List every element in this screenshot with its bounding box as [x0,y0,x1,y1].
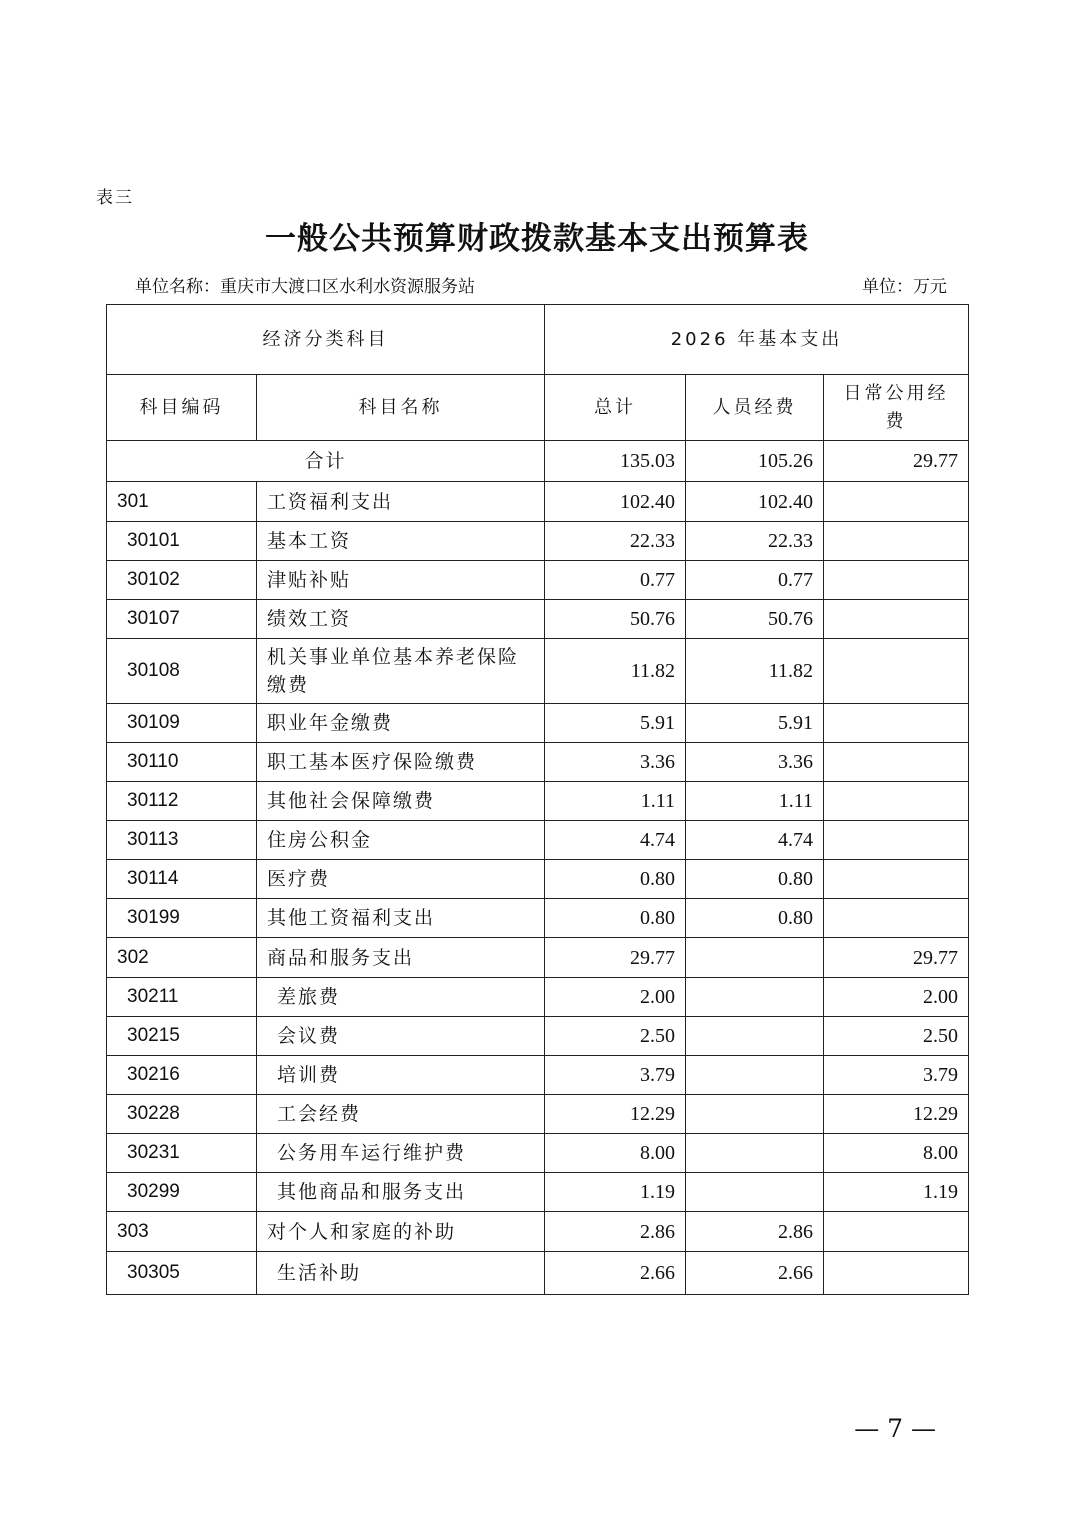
row-total: 8.00 [545,1134,686,1173]
table-row [107,1212,969,1252]
row-code: 30107 [107,600,257,639]
table-row [107,821,969,860]
row-total: 0.80 [545,899,686,938]
row-total: 29.77 [545,938,686,978]
row-name: 对个人和家庭的补助 [257,1212,545,1252]
row-public: 2.50 [824,1017,969,1056]
total-label: 合计 [107,441,545,482]
table-row [107,482,969,522]
row-total: 50.76 [545,600,686,639]
row-name: 差旅费 [257,978,545,1017]
row-name: 津贴补贴 [257,561,545,600]
row-name: 公务用车运行维护费 [257,1134,545,1173]
row-personnel: 0.80 [686,860,824,899]
row-total: 4.74 [545,821,686,860]
row-public [824,600,969,639]
row-code: 30114 [107,860,257,899]
row-code: 302 [107,938,257,978]
row-personnel: 11.82 [686,639,824,704]
row-personnel: 4.74 [686,821,824,860]
row-personnel: 2.66 [686,1252,824,1295]
row-code: 30215 [107,1017,257,1056]
total-public: 29.77 [824,441,969,482]
row-personnel [686,1173,824,1212]
currency-unit: 单位：万元 [862,277,947,297]
row-public: 1.19 [824,1173,969,1212]
row-total: 3.36 [545,743,686,782]
row-code: 30110 [107,743,257,782]
table-number-label: 表三 [96,188,134,208]
row-name: 工会经费 [257,1095,545,1134]
table-row [107,938,969,978]
total-row [107,441,969,482]
row-public: 3.79 [824,1056,969,1095]
row-name: 职工基本医疗保险缴费 [257,743,545,782]
header-econ-class: 经济分类科目 [107,305,545,375]
row-name: 会议费 [257,1017,545,1056]
table-row [107,743,969,782]
row-code: 30109 [107,704,257,743]
row-name: 培训费 [257,1056,545,1095]
row-public [824,561,969,600]
row-name: 机关事业单位基本养老保险缴费 [257,639,545,704]
header-code: 科目编码 [107,375,257,441]
row-total: 1.19 [545,1173,686,1212]
row-public [824,899,969,938]
row-personnel: 0.80 [686,899,824,938]
row-public [824,704,969,743]
row-public [824,522,969,561]
row-personnel: 102.40 [686,482,824,522]
row-public: 8.00 [824,1134,969,1173]
header-name: 科目名称 [257,375,545,441]
row-total: 102.40 [545,482,686,522]
row-name: 生活补助 [257,1252,545,1295]
page-number: — 7 — [854,1414,936,1443]
table-row [107,639,969,704]
row-total: 2.50 [545,1017,686,1056]
row-total: 12.29 [545,1095,686,1134]
table-row [107,1017,969,1056]
row-code: 30199 [107,899,257,938]
row-total: 2.66 [545,1252,686,1295]
row-public: 12.29 [824,1095,969,1134]
table-row [107,1173,969,1212]
row-code: 303 [107,1212,257,1252]
row-total: 22.33 [545,522,686,561]
row-personnel: 0.77 [686,561,824,600]
header-year-basic: 2026 年基本支出 [545,305,969,375]
row-code: 30231 [107,1134,257,1173]
row-total: 0.80 [545,860,686,899]
row-public: 2.00 [824,978,969,1017]
row-personnel [686,1134,824,1173]
row-total: 5.91 [545,704,686,743]
row-name: 其他商品和服务支出 [257,1173,545,1212]
row-public [824,1252,969,1295]
row-personnel: 50.76 [686,600,824,639]
table-row [107,1056,969,1095]
row-public [824,782,969,821]
row-name: 商品和服务支出 [257,938,545,978]
row-total: 0.77 [545,561,686,600]
table-row [107,782,969,821]
row-personnel: 3.36 [686,743,824,782]
row-personnel: 1.11 [686,782,824,821]
budget-table [106,304,969,1295]
header-row-columns [107,375,969,441]
row-code: 30101 [107,522,257,561]
budget-table-body [107,305,969,1295]
row-code: 30305 [107,1252,257,1295]
table-row [107,561,969,600]
row-public [824,821,969,860]
row-code: 301 [107,482,257,522]
row-name: 其他工资福利支出 [257,899,545,938]
row-code: 30299 [107,1173,257,1212]
row-name: 住房公积金 [257,821,545,860]
row-personnel: 2.86 [686,1212,824,1252]
row-personnel [686,938,824,978]
header-public: 日常公用经费 [824,375,969,441]
table-row [107,899,969,938]
row-public: 29.77 [824,938,969,978]
table-row [107,1134,969,1173]
row-name: 职业年金缴费 [257,704,545,743]
header-row-group [107,305,969,375]
row-name: 基本工资 [257,522,545,561]
table-row [107,1095,969,1134]
row-total: 2.86 [545,1212,686,1252]
table-row [107,1252,969,1295]
row-code: 30102 [107,561,257,600]
row-code: 30113 [107,821,257,860]
document-title: 一般公共预算财政拨款基本支出预算表 [265,221,809,257]
table-row [107,860,969,899]
row-public [824,743,969,782]
row-total: 2.00 [545,978,686,1017]
row-public [824,482,969,522]
row-personnel [686,1056,824,1095]
row-code: 30211 [107,978,257,1017]
table-row [107,704,969,743]
row-personnel [686,1017,824,1056]
row-name: 绩效工资 [257,600,545,639]
row-personnel [686,1095,824,1134]
row-code: 30228 [107,1095,257,1134]
table-row [107,600,969,639]
row-code: 30108 [107,639,257,704]
row-personnel: 22.33 [686,522,824,561]
row-total: 11.82 [545,639,686,704]
total-sum: 135.03 [545,441,686,482]
row-total: 3.79 [545,1056,686,1095]
row-public [824,639,969,704]
row-total: 1.11 [545,782,686,821]
row-code: 30216 [107,1056,257,1095]
header-personnel: 人员经费 [686,375,824,441]
total-personnel: 105.26 [686,441,824,482]
row-name: 工资福利支出 [257,482,545,522]
row-name: 医疗费 [257,860,545,899]
row-code: 30112 [107,782,257,821]
header-total: 总计 [545,375,686,441]
organization-name: 单位名称：重庆市大渡口区水利水资源服务站 [135,277,475,297]
row-personnel: 5.91 [686,704,824,743]
table-row [107,978,969,1017]
row-name: 其他社会保障缴费 [257,782,545,821]
row-public [824,1212,969,1252]
row-personnel [686,978,824,1017]
row-public [824,860,969,899]
table-row [107,522,969,561]
